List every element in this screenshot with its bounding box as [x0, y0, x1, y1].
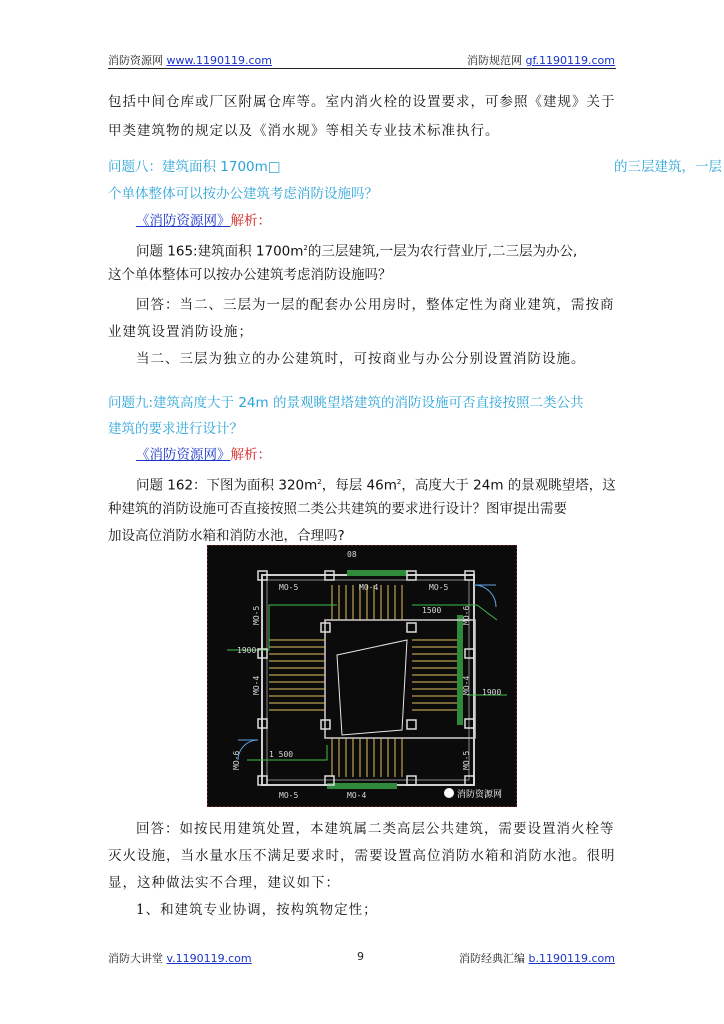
answer-162-line-4: 1、和建筑专业协调，按构筑物定性； — [136, 902, 378, 918]
header-left — [108, 52, 272, 68]
label-mo4-right: MO-4 — [462, 675, 471, 695]
header-site-name: 消防资源网 — [108, 54, 163, 67]
answer-162-line-2: 灭火设施，当水量水压不满足要求时，需要设置高位消防水箱和消防水池。很明 — [108, 848, 616, 864]
analysis-label-1 — [136, 207, 271, 236]
label-mo4-top: MO-4 — [359, 583, 379, 592]
intro-line-1: 包括中间仓库或厂区附属仓库等。室内消火栓的设置要求，可参照《建规》关于 — [108, 94, 616, 110]
answer-162-line-3: 显，这种做法实不合理，建议如下： — [108, 875, 340, 891]
label-mo5-tl: MO-5 — [279, 583, 299, 592]
question-9-heading: 问题九:建筑高度大于 24m 的景观眺望塔建筑的消防设施可否直接按照二类公共 — [108, 395, 584, 411]
header-spec-name: 消防规范网 — [466, 54, 522, 67]
header-site-link[interactable]: www.1190119.com — [166, 54, 272, 67]
watermark-text: 消防资源网 — [457, 790, 503, 800]
label-mo5-tc: MO-5 — [429, 583, 449, 592]
footer-lecture-name: 消防大讲堂 — [108, 952, 163, 965]
label-mo4-left: MO-4 — [252, 675, 261, 695]
label-mo6-left: MO-6 — [232, 750, 241, 770]
footer-classic-name: 消防经典汇编 — [459, 952, 526, 965]
page-number: 9 — [357, 950, 364, 963]
label-mo4-bc: MO-4 — [347, 791, 367, 800]
label-500: 1 500 — [269, 750, 294, 759]
answer-165-line-1: 回答：当二、三层为一层的配套办公用房时，整体定性为商业建筑，需按商 — [136, 297, 615, 313]
intro-line-2: 甲类建筑物的规定以及《消水规》等相关专业技术标准执行。 — [108, 123, 500, 139]
label-mo5-bl: MO-5 — [279, 791, 299, 800]
label-top-dim: 08 — [347, 550, 357, 559]
footer-left — [108, 950, 252, 966]
label-mo5-left: MO-5 — [252, 605, 261, 625]
question-8-line-2: 个单体整体可以按办公建筑考虑消防设施吗？ — [108, 186, 378, 202]
question-8-heading: 问题八：建筑面积 1700m□ — [108, 159, 281, 175]
analysis-link[interactable]: 《消防资源网》 — [136, 213, 231, 229]
answer-165-line-3: 当二、三层为独立的办公建筑时，可按商业与办公分别设置消防设施。 — [136, 351, 586, 367]
label-1900-r: 1900 — [482, 688, 502, 697]
label-mo6-right: MO-6 — [462, 605, 471, 625]
answer-162-line-1: 回答：如按民用建筑处置，本建筑属二类高层公共建筑，需要设置消火栓等 — [136, 821, 615, 837]
question-8-heading-tail: 的三层建筑，一层 — [614, 159, 722, 175]
label-mo5-br: MO-5 — [462, 750, 471, 770]
analysis-word: 解析： — [230, 213, 271, 229]
footer-classic-link[interactable]: b.1190119.com — [528, 952, 615, 965]
analysis-word: 解析： — [230, 447, 271, 463]
header-divider — [108, 68, 616, 69]
analysis-link[interactable]: 《消防资源网》 — [136, 447, 231, 463]
analysis-label-2 — [136, 441, 271, 470]
header-spec-link[interactable]: gf.1190119.com — [525, 54, 615, 67]
q162-line-2: 种建筑的消防设施可否直接按照二类公共建筑的要求进行设计？图审提出需要 — [108, 501, 567, 517]
q162-line-3: 加设高位消防水箱和消防水池，合理吗? — [108, 528, 345, 544]
cad-floor-plan — [207, 545, 517, 807]
q165-line-2: 这个单体整体可以按办公建筑考虑消防设施吗？ — [108, 267, 392, 283]
header-right — [467, 52, 615, 68]
footer-lecture-link[interactable]: v.1190119.com — [166, 952, 252, 965]
q162-line-1: 问题 162：下图为面积 $320m^2$，每层 $46m^2$，高度大于 24m 的景观眺望塔，这 — [136, 477, 616, 494]
label-1500: 1500 — [422, 606, 442, 615]
question-9-line-2: 建筑的要求进行设计？ — [108, 421, 243, 437]
answer-165-line-2: 业建筑设置消防设施； — [108, 324, 253, 340]
footer-right — [459, 950, 615, 966]
q165-line-1: 问题 165:建筑面积 $1700m^2$的三层建筑,一层为农行营业厅,二三层为办公, — [136, 243, 578, 260]
label-1900-l: 1900 — [237, 646, 257, 655]
